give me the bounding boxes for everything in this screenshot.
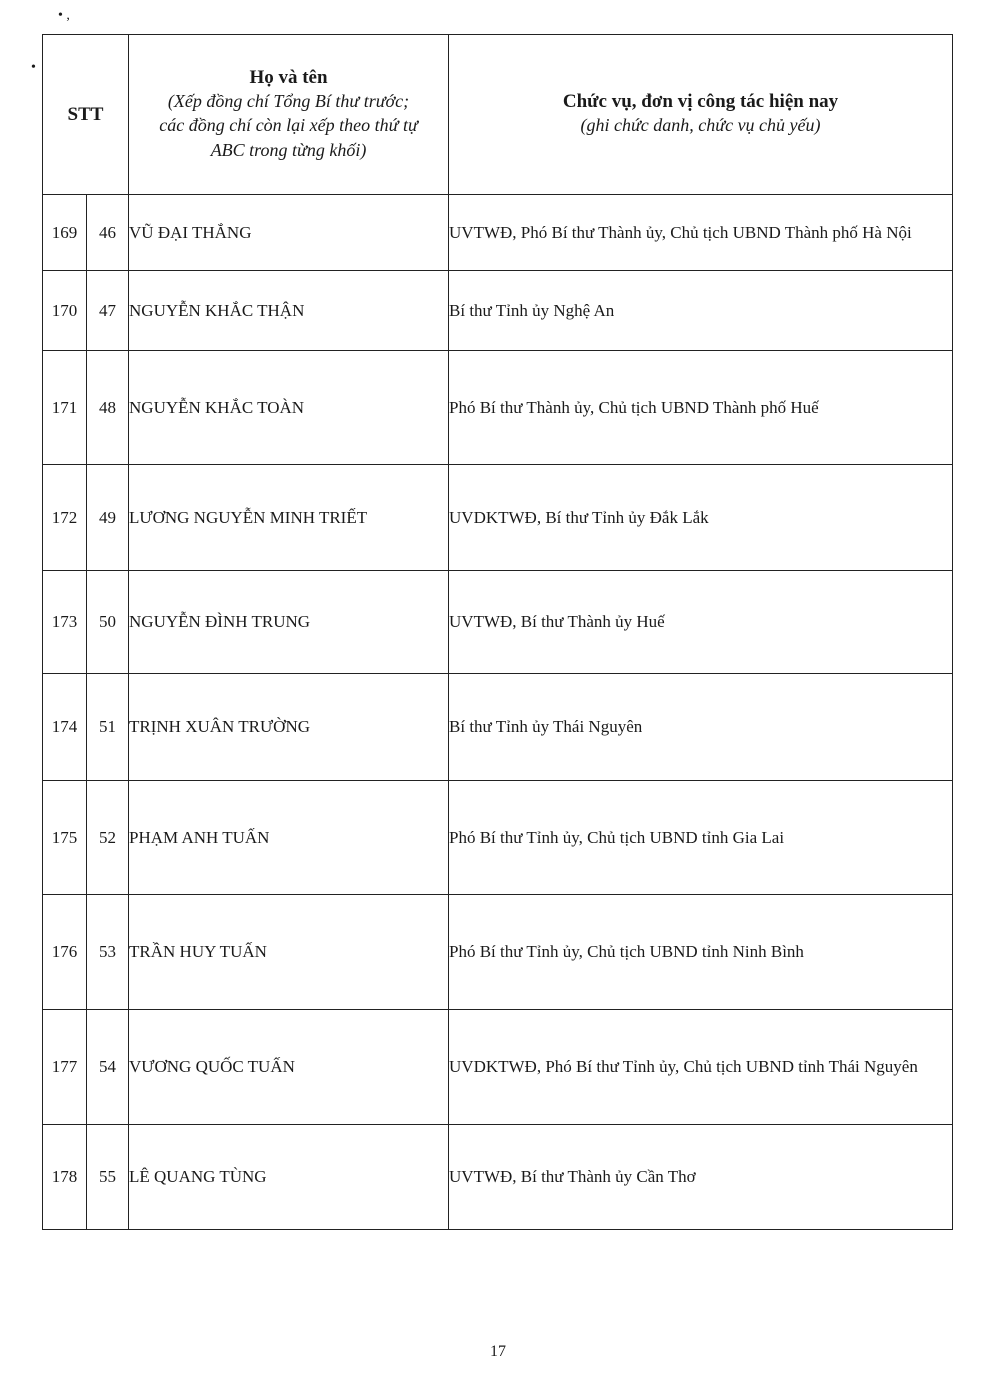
position-header xyxy=(449,35,953,195)
sub-stt-cell: 51 xyxy=(87,674,129,781)
stt-cell: 177 xyxy=(43,1010,87,1125)
name-header-title: Họ và tên xyxy=(249,67,328,89)
name-cell: LÊ QUANG TÙNG xyxy=(129,1125,449,1230)
table-row xyxy=(43,195,953,271)
position-cell: UVTWĐ, Bí thư Thành ủy Cần Thơ xyxy=(449,1125,953,1230)
table-row xyxy=(43,895,953,1010)
position-cell: Phó Bí thư Tỉnh ủy, Chủ tịch UBND tỉnh Ninh Bình xyxy=(449,895,953,1010)
table-row xyxy=(43,571,953,674)
sub-stt-cell: 54 xyxy=(87,1010,129,1125)
name-cell: PHẠM ANH TUẤN xyxy=(129,781,449,895)
table-row xyxy=(43,351,953,465)
table-row xyxy=(43,271,953,351)
sub-stt-cell: 49 xyxy=(87,465,129,571)
name-cell: NGUYỄN KHẮC THẬN xyxy=(129,271,449,351)
name-header-note-1: (Xếp đồng chí Tổng Bí thư trước; xyxy=(167,91,410,112)
position-cell: UVTWĐ, Bí thư Thành ủy Huế xyxy=(449,571,953,674)
page-number: 17 xyxy=(490,1343,506,1360)
position-cell: Bí thư Tỉnh ủy Nghệ An xyxy=(449,271,953,351)
name-header-note-2: các đồng chí còn lại xếp theo thứ tự xyxy=(159,115,418,136)
stt-cell: 178 xyxy=(43,1125,87,1230)
stt-cell: 174 xyxy=(43,674,87,781)
sub-stt-cell: 53 xyxy=(87,895,129,1010)
position-cell: Phó Bí thư Thành ủy, Chủ tịch UBND Thành phố Huế xyxy=(449,351,953,465)
sub-stt-cell: 46 xyxy=(87,195,129,271)
sub-stt-cell: 52 xyxy=(87,781,129,895)
stt-header: STT xyxy=(43,35,129,195)
position-cell: UVDKTWĐ, Bí thư Tỉnh ủy Đắk Lắk xyxy=(449,465,953,571)
sub-stt-cell: 47 xyxy=(87,271,129,351)
scan-mark-margin: • xyxy=(31,60,36,75)
name-cell: TRỊNH XUÂN TRƯỜNG xyxy=(129,674,449,781)
position-cell: UVDKTWĐ, Phó Bí thư Tỉnh ủy, Chủ tịch UBND tỉnh Thái Nguyên xyxy=(449,1010,953,1125)
table-row xyxy=(43,465,953,571)
name-cell: NGUYỄN KHẮC TOÀN xyxy=(129,351,449,465)
stt-cell: 175 xyxy=(43,781,87,895)
stt-cell: 169 xyxy=(43,195,87,271)
name-cell: VŨ ĐẠI THẮNG xyxy=(129,195,449,271)
stt-cell: 170 xyxy=(43,271,87,351)
name-cell: TRẦN HUY TUẤN xyxy=(129,895,449,1010)
position-header-title: Chức vụ, đơn vị công tác hiện nay xyxy=(562,91,839,113)
sub-stt-cell: 55 xyxy=(87,1125,129,1230)
sub-stt-cell: 50 xyxy=(87,571,129,674)
table-row xyxy=(43,781,953,895)
table-row xyxy=(43,1125,953,1230)
stt-cell: 172 xyxy=(43,465,87,571)
sub-stt-cell: 48 xyxy=(87,351,129,465)
table-row xyxy=(43,1010,953,1125)
member-table xyxy=(42,34,953,1230)
name-cell: VƯƠNG QUỐC TUẤN xyxy=(129,1010,449,1125)
stt-cell: 173 xyxy=(43,571,87,674)
name-header-note-3: ABC trong từng khối) xyxy=(210,139,367,160)
table-row xyxy=(43,674,953,781)
name-cell: NGUYỄN ĐÌNH TRUNG xyxy=(129,571,449,674)
name-cell: LƯƠNG NGUYỄN MINH TRIẾT xyxy=(129,465,449,571)
position-cell: UVTWĐ, Phó Bí thư Thành ủy, Chủ tịch UBND Thành phố Hà Nội xyxy=(449,195,953,271)
stt-cell: 176 xyxy=(43,895,87,1010)
name-header xyxy=(129,35,449,195)
stt-cell: 171 xyxy=(43,351,87,465)
table-header-row xyxy=(43,35,953,195)
position-header-note: (ghi chức danh, chức vụ chủ yếu) xyxy=(580,115,821,136)
position-cell: Phó Bí thư Tỉnh ủy, Chủ tịch UBND tỉnh Gia Lai xyxy=(449,781,953,895)
scan-mark-top: • , xyxy=(58,8,70,23)
position-cell: Bí thư Tỉnh ủy Thái Nguyên xyxy=(449,674,953,781)
